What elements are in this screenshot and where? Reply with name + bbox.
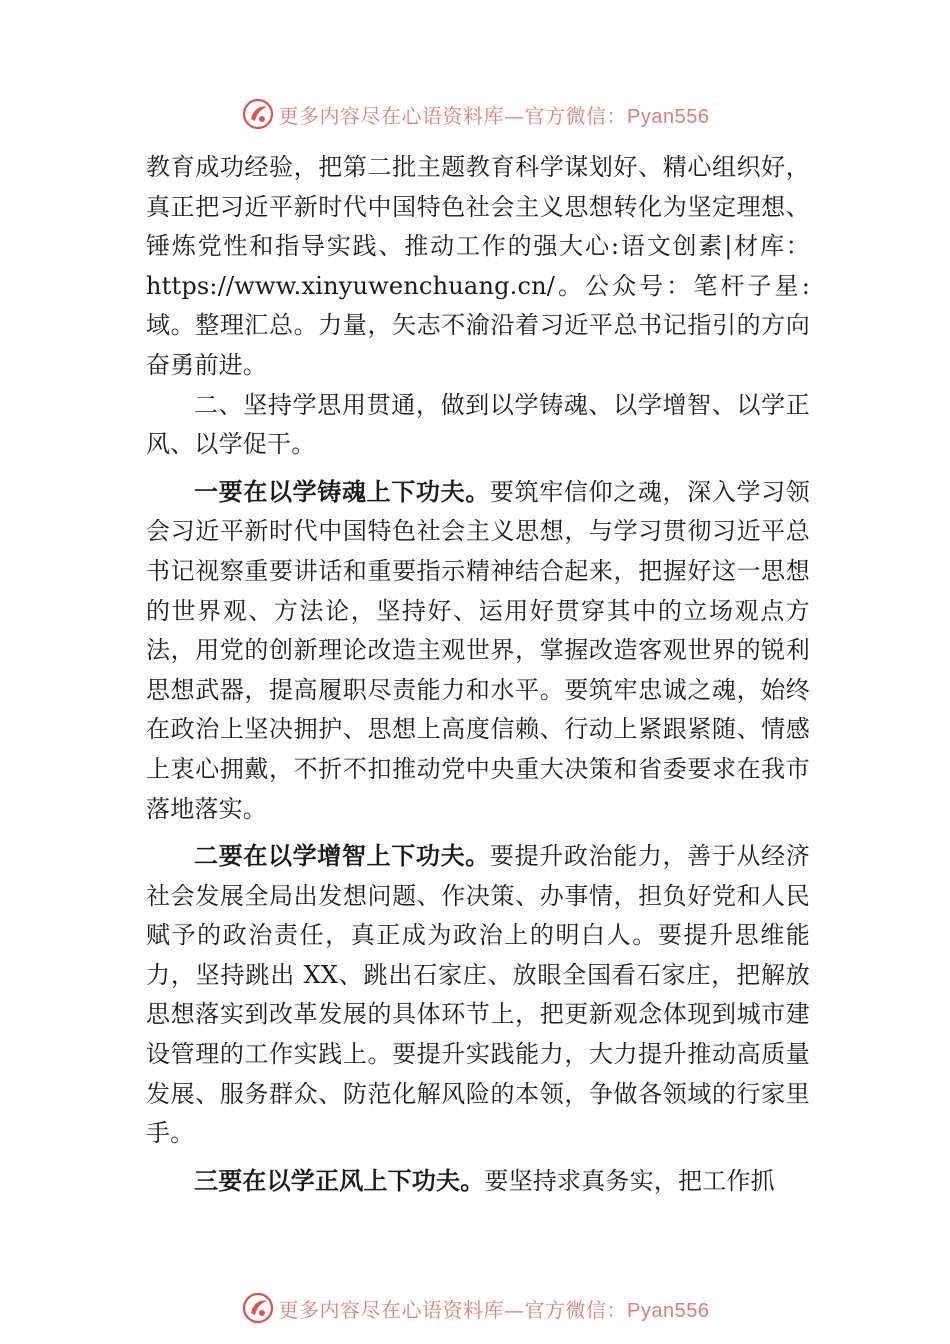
paragraph-5-body: 要坚持求真务实，把工作抓 [484, 1166, 775, 1195]
paragraph-5-lead: 三要在以学正风上下功夫。 [194, 1166, 485, 1195]
paragraph-5 [146, 1162, 810, 1202]
wechat-id: Pyan556 [627, 105, 710, 128]
paragraph-4-lead: 二要在以学增智上下功夫。 [194, 842, 490, 871]
paragraph-1: 教育成功经验，把第二批主题教育科学谋划好、精心组织好，真正把习近平新时代中国特色社会主义思想转化为坚定理想、锤炼党性和指导实践、推动工作的强大心:语文创素|材库：https://www.xinyuwenchuang.cn/。公众号：笔杆子星:域。整理汇总。力量，矢志不渝沿着习近平总书记指引的方向奋勇前进。 [146, 153, 810, 379]
paragraph-3-lead: 一要在以学铸魂上下功夫。 [194, 477, 490, 506]
paragraph-2-heading: 二、坚持学思用贯通，做到以学铸魂、以学增智、以学正风、以学促干。 [146, 390, 810, 459]
paragraph-4 [146, 837, 810, 1154]
brand-logo-icon [241, 97, 275, 131]
banner-text [279, 1294, 710, 1323]
banner-label: 更多内容尽在心语资料库—官方微信： [278, 103, 628, 128]
banner-text [279, 100, 710, 129]
wechat-id: Pyan556 [627, 1299, 710, 1322]
footer-banner [0, 1288, 950, 1328]
document-body [146, 148, 810, 1201]
banner-label: 更多内容尽在心语资料库—官方微信： [278, 1297, 628, 1322]
paragraph-3 [146, 473, 810, 829]
brand-logo-icon [241, 1291, 275, 1325]
paragraph-4-body: 要提升政治能力，善于从经济社会发展全局出发想问题、作决策、办事情，担负好党和人民赋予的政治责任，真正成为政治上的明白人。要提升思维能力，坚持跳出 XX、跳出石家庄、放眼全国看石家庄，把解放思想落实到改革发展的具体环节上，把更新观念体现到城市建设管理的工作实践上。要提升实践能力，大力提升推动高质量发展、服务群众、防范化解风险的本领，争做各领域的行家里手。 [146, 842, 810, 1148]
paragraph-3-body: 要筑牢信仰之魂，深入学习领会习近平新时代中国特色社会主义思想，与学习贯彻习近平总书记视察重要讲话和重要指示精神结合起来，把握好这一思想的世界观、方法论，坚持好、运用好贯穿其中的立场观点方法，用党的创新理论改造主观世界，掌握改造客观世界的锐利思想武器，提高履职尽责能力和水平。要筑牢忠诚之魂，始终在政治上坚决拥护、思想上高度信赖、行动上紧跟紧随、情感上衷心拥戴，不折不扣推动党中央重大决策和省委要求在我市落地落实。 [146, 477, 810, 823]
header-banner [0, 94, 950, 134]
